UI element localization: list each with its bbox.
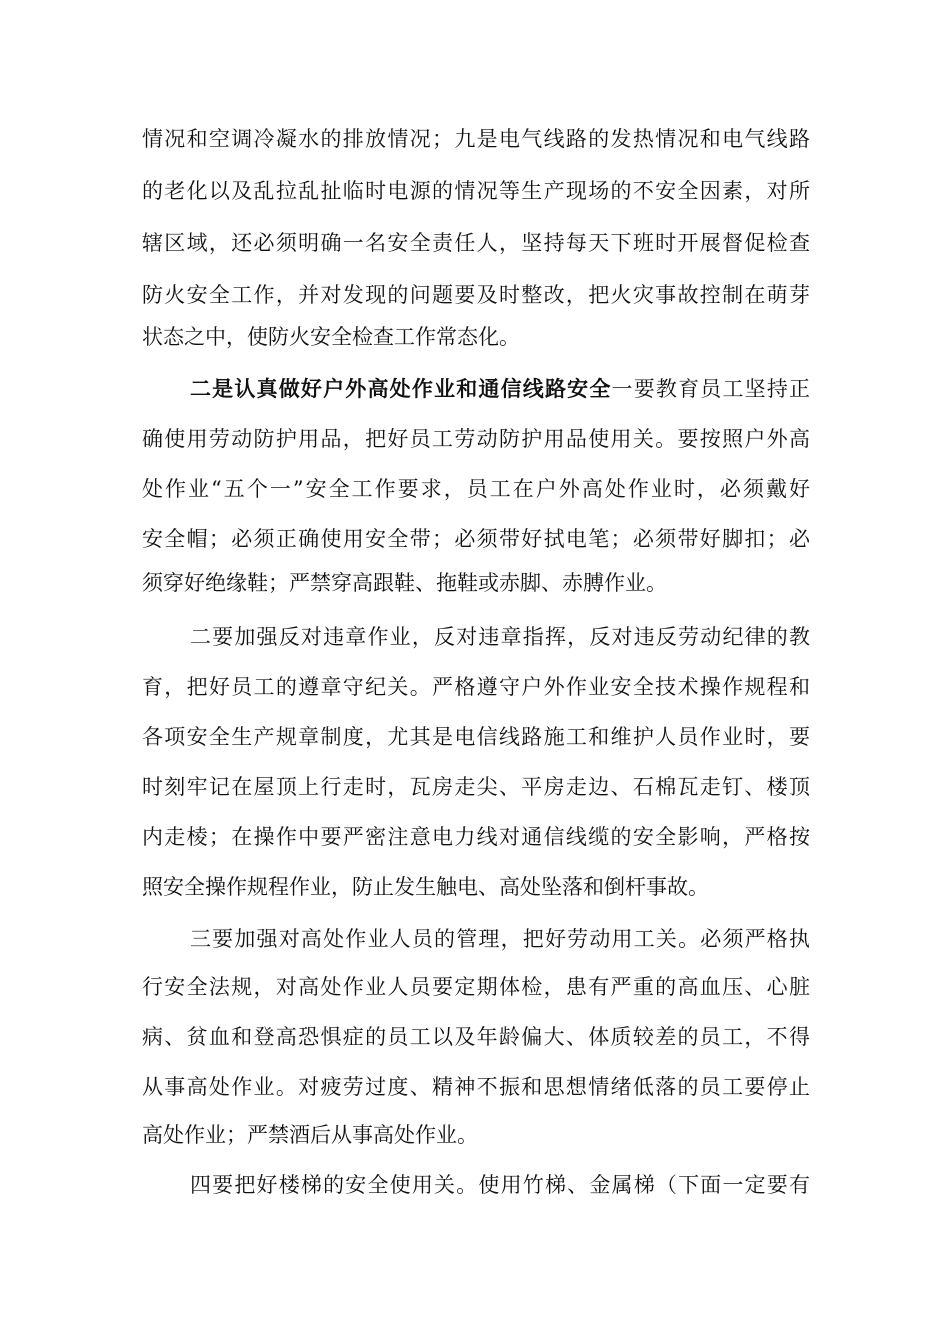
- text-line: 各项安全生产规章制度，尤其是电信线路施工和维护人员作业时，要: [142, 725, 810, 749]
- text-line: 四要把好楼梯的安全使用关。使用竹梯、金属梯（下面一定要有: [190, 1173, 810, 1197]
- text-line: 确使用劳动防护用品，把好员工劳动防护用品使用关。要按照户外高: [142, 427, 810, 451]
- text-line: 处作业“五个一”安全工作要求，员工在户外高处作业时，必须戴好: [142, 477, 810, 501]
- paragraph-first-line: [190, 374, 810, 404]
- text-line: 照安全操作规程作业，防止发生触电、高处坠落和倒杆事故。: [142, 875, 709, 899]
- text-line: 情况和空调冷凝水的排放情况；九是电气线路的发热情况和电气线路: [142, 127, 810, 151]
- text-line: 从事高处作业。对疲劳过度、精神不振和思想情绪低落的员工要停止: [142, 1075, 810, 1099]
- text-line: 须穿好绝缘鞋；严禁穿高跟鞋、拖鞋或赤脚、赤膊作业。: [142, 571, 667, 595]
- text-line: 病、贫血和登高恐惧症的员工以及年龄偏大、体质较差的员工，不得: [142, 1025, 810, 1049]
- text-line: 辖区域，还必须明确一名安全责任人，坚持每天下班时开展督促检查: [142, 231, 810, 255]
- text-line: 高处作业；严禁酒后从事高处作业。: [142, 1123, 478, 1147]
- text-line: 育，把好员工的遵章守纪关。严格遵守户外作业安全技术操作规程和: [142, 675, 810, 699]
- text-line: 二要加强反对违章作业，反对违章指挥，反对违反劳动纪律的教: [190, 625, 810, 649]
- text-line: 内走棱；在操作中要严密注意电力线对通信线缆的安全影响，严格按: [142, 825, 810, 849]
- text-line: 行安全法规，对高处作业人员要定期体检，患有严重的高血压、心脏: [142, 975, 810, 999]
- text-line: 状态之中，使防火安全检查工作常态化。: [142, 325, 520, 349]
- text-span: 一要教育员工坚持正: [611, 377, 811, 401]
- text-line: 时刻牢记在屋顶上行走时，瓦房走尖、平房走边、石棉瓦走钉、楼顶: [142, 775, 810, 799]
- section-heading: 二是认真做好户外高处作业和通信线路安全: [190, 377, 612, 401]
- text-line: 防火安全工作，并对发现的问题要及时整改，把火灾事故控制在萌芽: [142, 283, 810, 307]
- text-line: 的老化以及乱拉乱扯临时电源的情况等生产现场的不安全因素，对所: [142, 179, 810, 203]
- text-line: 三要加强对高处作业人员的管理，把好劳动用工关。必须严格执: [190, 927, 810, 951]
- text-line: 安全帽；必须正确使用安全带；必须带好拭电笔；必须带好脚扣；必: [142, 527, 810, 551]
